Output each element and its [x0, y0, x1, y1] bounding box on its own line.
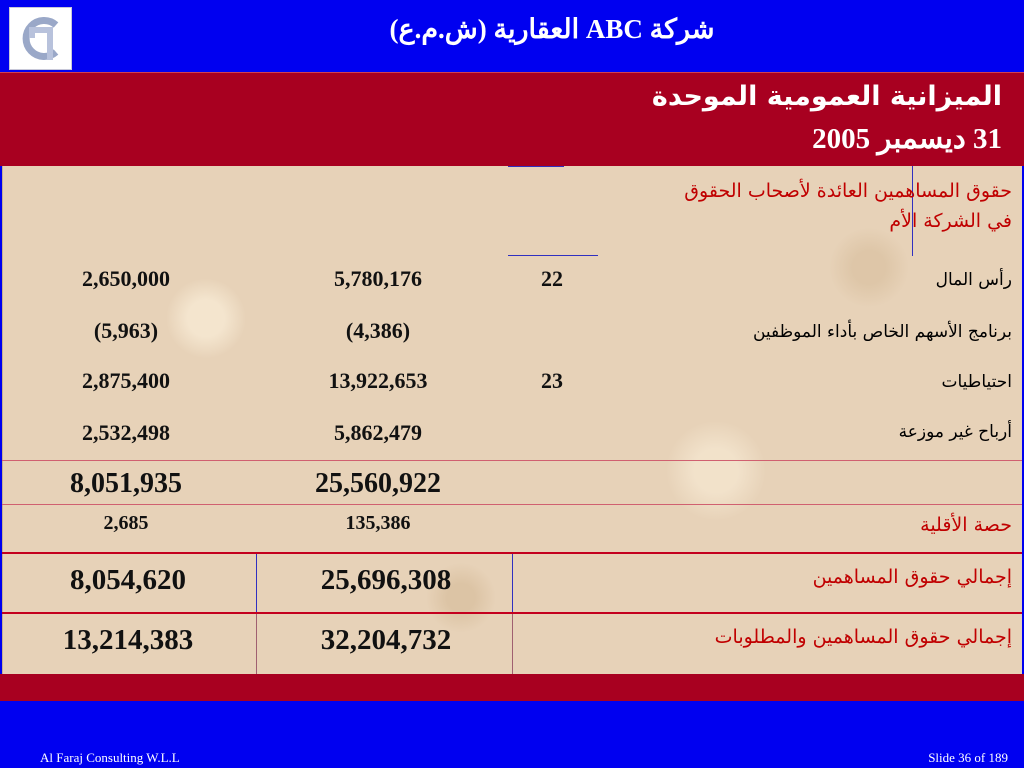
- divider: [512, 614, 513, 674]
- section-heading-line1: حقوق المساهمين العائدة لأصحاب الحقوق: [684, 180, 1012, 202]
- total-equity-2004: 8,054,620: [70, 564, 186, 596]
- section-heading-line2: في الشركة الأم: [889, 210, 1012, 232]
- divider: [512, 554, 513, 612]
- row-label: احتياطيات: [941, 372, 1012, 392]
- value-2005: 5,862,479: [334, 420, 422, 445]
- divider: [256, 614, 257, 674]
- bottom-band: [0, 674, 1024, 701]
- total-liabilities-label: إجمالي حقوق المساهمين والمطلوبات: [714, 626, 1012, 648]
- minority-2004: 2,685: [103, 512, 149, 534]
- divider: [508, 255, 598, 256]
- row-label: رأس المال: [935, 270, 1012, 290]
- footer-company: Al Faraj Consulting W.L.L: [40, 750, 180, 765]
- value-2004: 2,875,400: [82, 368, 170, 393]
- separator: [2, 504, 1022, 505]
- slide-title: شركة ABC العقارية (ش.م.ع): [389, 14, 715, 44]
- divider: [508, 166, 564, 167]
- total-liabilities-2005: 32,204,732: [320, 624, 452, 656]
- value-2004: 2,650,000: [82, 266, 170, 291]
- note-ref: 23: [541, 368, 563, 393]
- balance-sheet-table: [2, 166, 1022, 674]
- row-label: أرباح غير موزعة: [898, 422, 1012, 442]
- minority-2005: 135,386: [345, 512, 411, 534]
- separator: [2, 460, 1022, 461]
- minority-label: حصة الأقلية: [920, 514, 1012, 536]
- subtotal-2005: 25,560,922: [315, 468, 441, 499]
- statement-date: 31 ديسمبر 2005: [812, 123, 1002, 155]
- statement-title: الميزانية العمومية الموحدة: [651, 81, 1002, 112]
- value-2004: (5,963): [93, 318, 159, 343]
- divider: [512, 166, 513, 256]
- divider: [2, 166, 3, 674]
- note-ref: 22: [541, 266, 563, 291]
- logo-icon: [10, 8, 71, 69]
- value-2005: 13,922,653: [328, 368, 428, 393]
- statement-header: [0, 72, 1024, 166]
- total-equity-label: إجمالي حقوق المساهمين: [812, 566, 1012, 588]
- section-heading: [684, 176, 1012, 236]
- total-equity-2005: 25,696,308: [320, 564, 452, 596]
- company-logo: [9, 7, 72, 70]
- row-label: برنامج الأسهم الخاص بأداء الموظفين: [752, 322, 1012, 342]
- value-2005: (4,386): [345, 318, 411, 343]
- divider: [256, 554, 257, 612]
- value-2004: 2,532,498: [82, 420, 170, 445]
- subtotal-2004: 8,051,935: [70, 468, 182, 499]
- value-2005: 5,780,176: [334, 266, 422, 291]
- total-liabilities-2004: 13,214,383: [62, 624, 194, 656]
- slide-number: Slide 36 of 189: [928, 750, 1008, 765]
